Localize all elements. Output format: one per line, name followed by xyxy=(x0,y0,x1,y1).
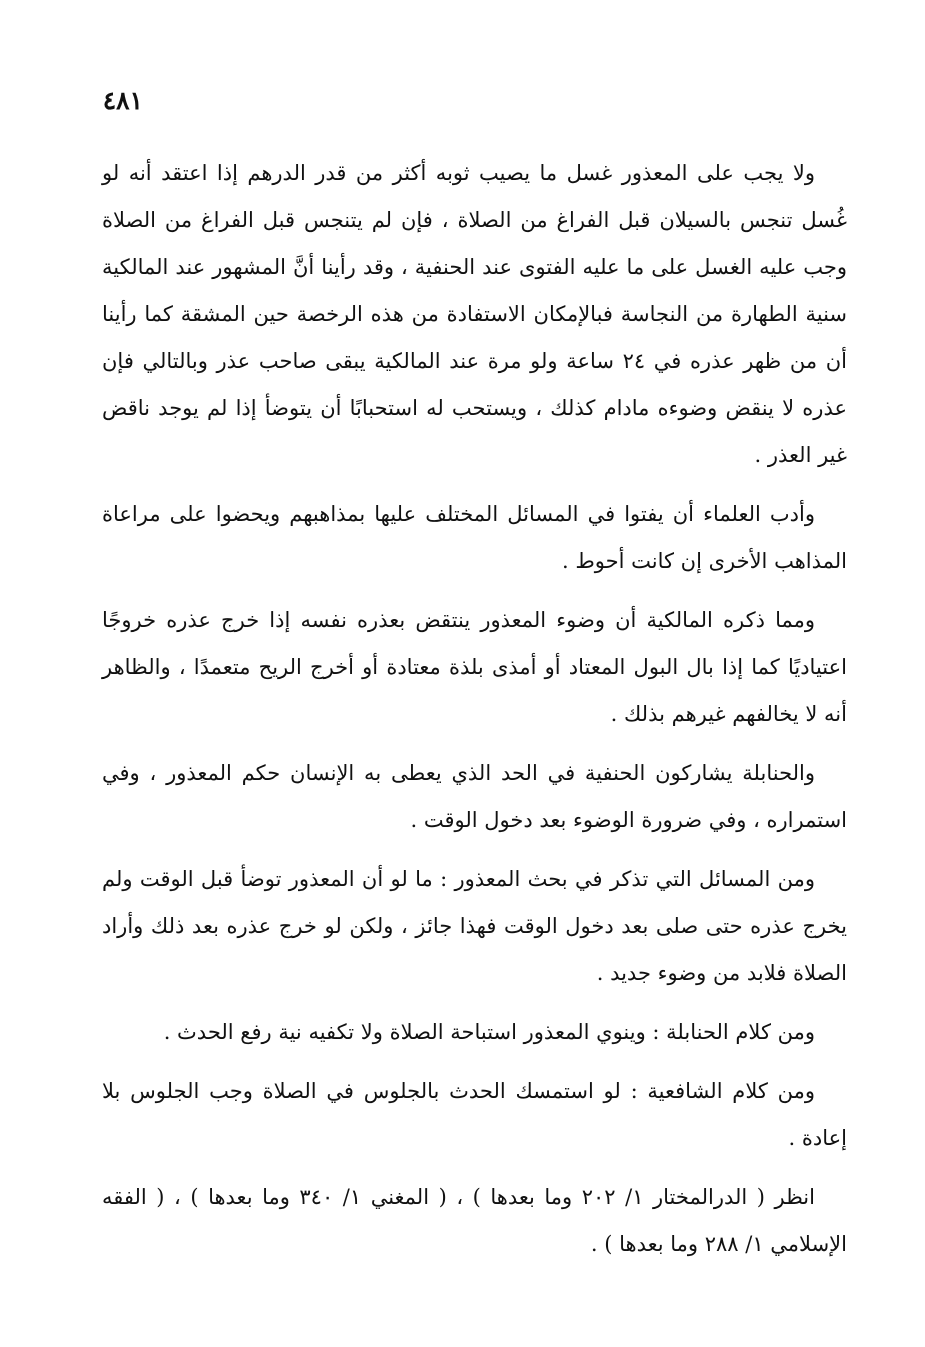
paragraph-3: ومما ذكره المالكية أن وضوء المعذور ينتقض بعذره نفسه إذا خرج عذره خروجًا اعتياديًا كما إذا بال البول المعتاد أو أمذى بلذة معتادة أو أخرج الريح متعمدًا ، والظاهر أنه لا يخالفهم غيرهم بذلك . xyxy=(102,608,847,726)
paragraph-4: والحنابلة يشاركون الحنفية في الحد الذي يعطى به الإنسان حكم المعذور ، وفي استمراره ، وفي ضرورة الوضوء بعد دخول الوقت . xyxy=(102,761,847,832)
paragraph-7: ومن كلام الشافعية : لو استمسك الحدث بالجلوس في الصلاة وجب الجلوس بلا إعادة . xyxy=(102,1079,847,1150)
paragraph-6: ومن كلام الحنابلة : وينوي المعذور استباحة الصلاة ولا تكفيه نية رفع الحدث . xyxy=(163,1020,815,1044)
page-content xyxy=(102,150,847,1280)
paragraph-2: وأدب العلماء أن يفتوا في المسائل المختلف عليها بمذاهبهم ويحضوا على مراعاة المذاهب الأخرى إن كانت أحوط . xyxy=(102,502,847,573)
paragraph-5: ومن المسائل التي تذكر في بحث المعذور : ما لو أن المعذور توضأ قبل الوقت ولم يخرج عذره حتى صلى بعد دخول الوقت فهذا جائز ، ولكن لو خرج عذره بعد ذلك وأراد الصلاة فلابد من وضوء جديد . xyxy=(102,867,847,985)
paragraph-1: ولا يجب على المعذور غسل ما يصيب ثوبه أكثر من قدر الدرهم إذا اعتقد أنه لو غُسل تنجس بالسيلان قبل الفراغ من الصلاة ، فإن لم يتنجس قبل الفراغ من الصلاة وجب عليه الغسل على ما عليه الفتوى عند الحنفية ، وقد رأينا أنَّ المشهور عند المالكية سنية الطهارة من النجاسة فبالإمكان الاستفادة من هذه الرخصة حين المشقة كما رأينا أن من ظهر عذره في ٢٤ ساعة ولو مرة عند المالكية يبقى صاحب عذر وبالتالي فإن عذره لا ينقض وضوءه مادام كذلك ، ويستحب له استحبابًا أن يتوضأ إذا لم يوجد ناقض غير العذر . xyxy=(102,161,847,467)
references-paragraph: انظر ( الدرالمختار ١/ ٢٠٢ وما بعدها ) ، ( المغني ١/ ٣٤٠ وما بعدها ) ، ( الفقه الإسلامي ١/ ٢٨٨ وما بعدها ) . xyxy=(102,1185,847,1256)
page-number: ٤٨١ xyxy=(102,86,143,115)
